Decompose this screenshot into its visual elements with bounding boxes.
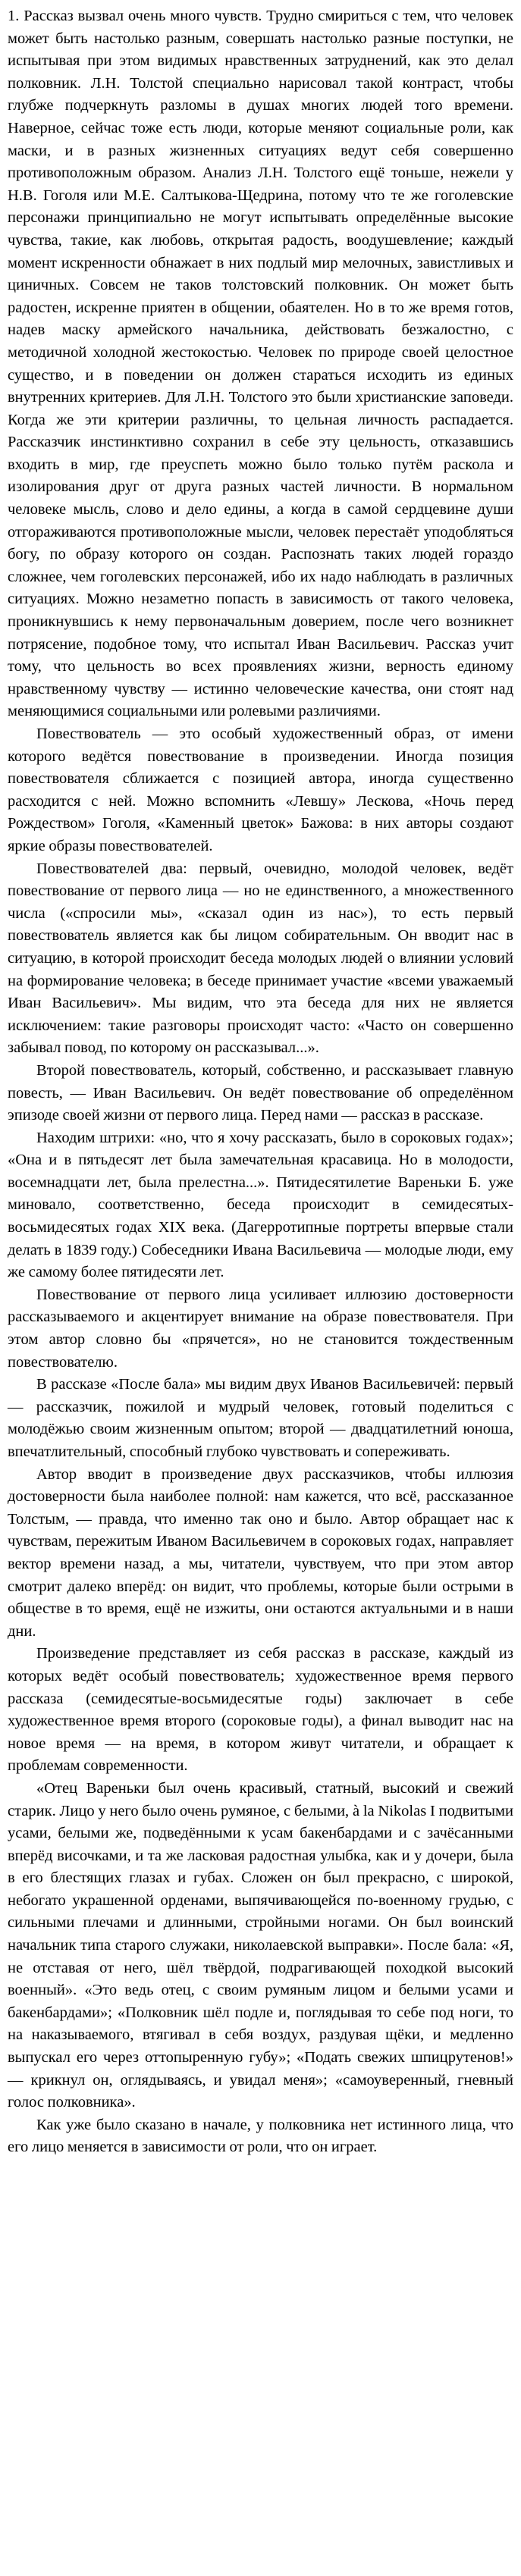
essay-paragraph-4: Второй повествователь, который, собственно, и рассказывает главную повесть, — Иван Васильевич. Он ведёт повествование об определённом эпизоде своей жизни от первого лица. Перед нами — рассказ в рассказе. — [8, 1061, 513, 1124]
essay-paragraph-11: Как уже было сказано в начале, у полковника нет истинного лица, что его лицо меняется в зависимости от роли, что он играет. — [8, 2116, 513, 2156]
essay-paragraph-5: Находим штрихи: «но, что я хочу рассказать, было в сороковых годах»; «Она и в пятьдесят лет была замечательная красавица. Но в молодости, восемнадцати лет, была прелестна...». Пятидесятилетие Вареньки Б. уже миновало, соответственно, беседа происходит в семидесятых-восьмидесятых годах XIX века. (Дагерротипные портреты впервые стали делать в 1839 году.) Собеседники Ивана Васильевича — молодые люди, ему же самому более пятидесяти лет. — [8, 1129, 513, 1281]
essay-paragraph-9: Произведение представляет из себя рассказ в рассказе, каждый из которых ведёт особый повествователь; художественное время первого рассказа (семидесятые-восьмидесятые годы) заключает в себе художественное время второго (сороковые годы), а финал выводит нас на новое время — на время, в котором живут читатели, и обращает к проблемам современности. — [8, 1645, 513, 1775]
essay-paragraph-10: «Отец Вареньки был очень красивый, статный, высокий и свежий старик. Лицо у него было очень румяное, с белыми, à la Nikolas I подвитыми усами, белыми же, подведёнными к усам бакенбардами и с зачёсанными вперёд височками, и та же ласковая радостная улыбка, как и у дочери, была в его блестящих глазах и губах. Сложен он был прекрасно, с широкой, небогато украшенной орденами, выпячивающейся по-военному грудью, с сильными плечами и длинными, стройными ногами. Он был воинский начальник типа старого служаки, николаевской выправки». После бала: «Я, не отставая от него, шёл твёрдой, подрагивающей походкой высокий военный». «Это ведь отец, с своим румяным лицом и белыми усами и бакенбардами»; «Полковник шёл подле и, поглядывая то себе под ноги, то на наказываемого, втягивал в себя воздух, раздувая щёки, и медленно выпускал его через оттопыренную губу»; «Подать свежих шпицрутенов!» — крикнул он, оглядываясь, и увидал меня»; «самоуверенный, гневный голос полковника». — [8, 1779, 513, 2111]
essay-paragraph-3: Повествователей два: первый, очевидно, молодой человек, ведёт повествование от первого лица — но не единственного, а множественного числа («спросили мы», «сказал один из нас»), то есть первый повествователь является как бы лицом собирательным. Он вводит нас в ситуацию, в которой происходит беседа молодых людей о влиянии условий на формирование человека; в беседе принимает участие «всеми уважаемый Иван Васильевич». Мы видим, что эта беседа для них не является исключением: такие разговоры происходят часто: «Часто он совершенно забывал повод, по которому он рассказывал...». — [8, 860, 513, 1057]
essay-paragraph-6: Повествование от первого лица усиливает иллюзию достоверности рассказываемого и акцентирует внимание на образе повествователя. При этом автор словно бы «прячется», но не становится тождественным повествователю. — [8, 1286, 513, 1371]
essay-paragraph-7: В рассказе «После бала» мы видим двух Иванов Васильевичей: первый — рассказчик, пожилой и мудрый человек, готовый поделиться с молодёжью своим жизненным опытом; второй — двадцатилетний юноша, впечатлительный, способный глубоко чувствовать и сопереживать. — [8, 1376, 513, 1460]
essay-paragraph-1: 1. Рассказ вызвал очень много чувств. Трудно смириться с тем, что человек может быть настолько разным, совершать настолько разные поступки, не испытывая при этом видимых нравственных затруднений, как это делал полковник. Л.Н. Толстой специально нарисовал такой контраст, чтобы глубже подчеркнуть разломы в душах многих людей того времени. Наверное, сейчас тоже есть люди, которые меняют социальные роли, как маски, и в разных жизненных ситуациях ведут себя совершенно противоположным образом. Анализ Л.Н. Толстого ещё тоньше, нежели у Н.В. Гоголя или М.Е. Салтыкова-Щедрина, потому что те же гоголевские персонажи принципиально не могут испытывать определённые высокие чувства, такие, как любовь, открытая радость, воодушевление; каждый момент искренности обнажает в них подлый мир мелочных, завистливых и циничных. Совсем не таков толстовский полковник. Он может быть радостен, искренне приятен в общении, обаятелен. Но в то же время готов, надев маску армейского начальника, действовать безжалостно, с методичной холодной жестокостью. Человек по природе своей целостное существо, и в поведении он должен стараться исходить из единых внутренних критериев. Для Л.Н. Толстого это были христианские заповеди. Когда же эти критерии различны, то цельная личность распадается. Рассказчик инстинктивно сохранил в себе эту цельность, отказавшись входить в мир, где преуспеть можно было только путём раскола и изолирования друг от друга разных частей личности. В нормальном человеке мысль, слово и дело едины, а когда в самой сердцевине души отгораживаются противоположные мысли, человек перестаёт уподобляться богу, по образу которого он создан. Распознать таких людей гораздо сложнее, чем гоголевских персонажей, ибо их надо наблюдать в различных ситуациях. Можно незаметно попасть в зависимость от такого человека, проникнувшись к нему первоначальным доверием, после чего возникнет потрясение, подобное тому, что испытал Иван Васильевич. Рассказ учит тому, что цельность во всех проявлениях жизни, верность единому нравственному чувству — истинно человеческие качества, они стоят над меняющимися социальными или ролевыми различиями. — [8, 8, 513, 720]
essay-paragraph-2: Повествователь — это особый художественный образ, от имени которого ведётся повествование в произведении. Иногда позиция повествователя сближается с позицией автора, иногда существенно расходится с ней. Можно вспомнить «Левшу» Лескова, «Ночь перед Рождеством» Гоголя, «Каменный цветок» Бажова: в них авторы создают яркие образы повествователей. — [8, 725, 513, 854]
essay-paragraph-8: Автор вводит в произведение двух рассказчиков, чтобы иллюзия достоверности была наиболее полной: нам кажется, что всё, рассказанное Толстым, — правда, что именно так оно и было. Автор обращает нас к чувствам, пережитым Иваном Васильевичем в сороковых годах, направляет вектор времени назад, а мы, читатели, чувствуем, что при этом автор смотрит далеко вперёд: он видит, что проблемы, которые были острыми в обществе в то время, ещё не изжиты, они остаются актуальными и в наши дни. — [8, 1465, 513, 1640]
